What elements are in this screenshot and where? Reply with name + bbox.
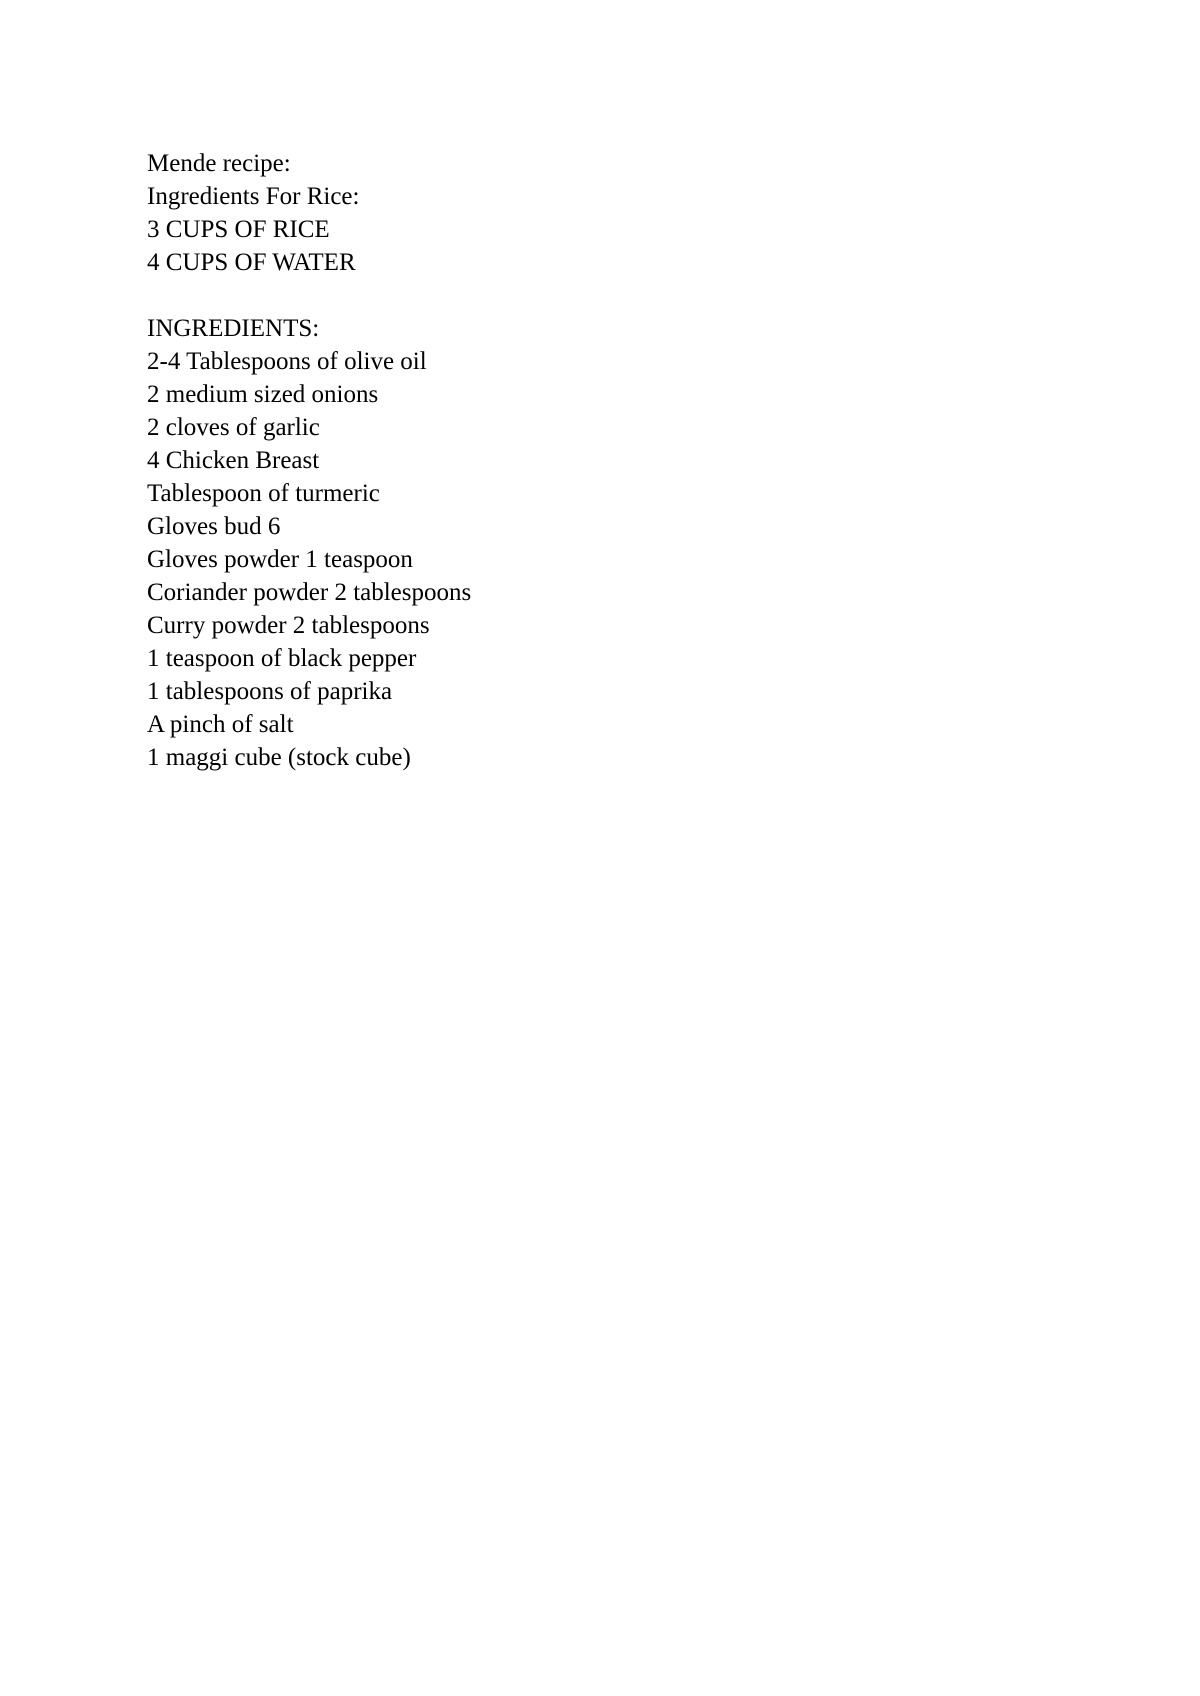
document-body bbox=[147, 147, 1047, 774]
ingredient-item: Coriander powder 2 tablespoons bbox=[147, 579, 472, 606]
ingredient-item: Curry powder 2 tablespoons bbox=[147, 612, 430, 639]
ingredient-item: Tablespoon of turmeric bbox=[147, 480, 380, 507]
ingredient-item: 1 tablespoons of paprika bbox=[147, 678, 393, 705]
ingredient-item: 1 teaspoon of black pepper bbox=[147, 645, 417, 672]
ingredient-item: 1 maggi cube (stock cube) bbox=[147, 744, 411, 771]
recipe-title: Mende recipe: bbox=[147, 150, 291, 177]
ingredient-item: 2 medium sized onions bbox=[147, 381, 379, 408]
ingredient-item: A pinch of salt bbox=[147, 711, 294, 738]
rice-ingredients-heading: Ingredients For Rice: bbox=[147, 183, 360, 210]
ingredient-item: 4 Chicken Breast bbox=[147, 447, 320, 474]
ingredient-item: Gloves powder 1 teaspoon bbox=[147, 546, 413, 573]
ingredient-item: Gloves bud 6 bbox=[147, 513, 281, 540]
rice-item: 4 CUPS OF WATER bbox=[147, 249, 356, 276]
ingredient-item: 2-4 Tablespoons of olive oil bbox=[147, 348, 427, 375]
blank-line bbox=[147, 279, 1047, 312]
ingredients-heading: INGREDIENTS: bbox=[147, 315, 320, 342]
rice-item: 3 CUPS OF RICE bbox=[147, 216, 330, 243]
ingredient-item: 2 cloves of garlic bbox=[147, 414, 320, 441]
